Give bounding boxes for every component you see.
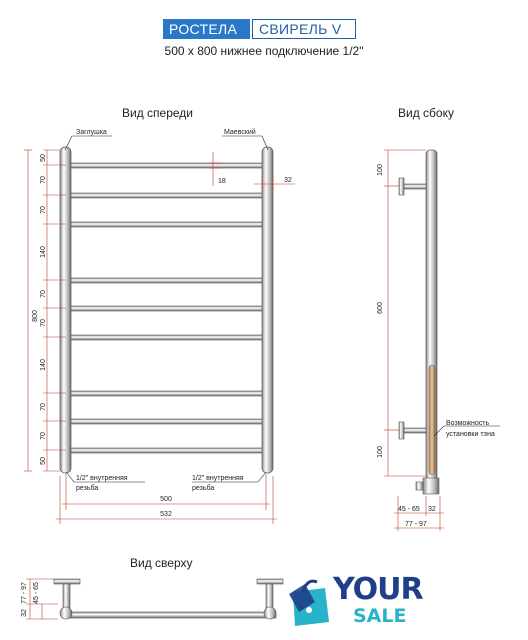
- dim-vertical: 70: [40, 432, 47, 440]
- top-bracket-right: [266, 584, 273, 608]
- model-name: СВИРЕЛЬ V: [252, 19, 356, 39]
- rung: [66, 163, 266, 168]
- label-plug: Заглушка: [76, 129, 107, 136]
- dim-pipe-diameter: 32: [284, 177, 292, 184]
- front-radiator: [60, 147, 273, 473]
- left-pipe: [60, 147, 71, 473]
- label-mayevsky-valve: Маевский: [224, 129, 256, 136]
- bottom-connector: [423, 478, 439, 494]
- label-heater-1: Возможность: [446, 420, 490, 427]
- dim-rung-diameter: 18: [218, 178, 226, 185]
- dim-side: 100: [377, 164, 384, 176]
- label-heater-2: установки тэна: [446, 431, 495, 438]
- dim-top-depth: 77 - 97: [21, 582, 28, 604]
- top-pipe-left: [60, 607, 72, 619]
- dim-depth: 45 - 65: [398, 506, 420, 513]
- dim-total-depth: 77 - 97: [405, 521, 427, 528]
- product-subtitle: 500 x 800 нижнее подключение 1/2": [164, 44, 364, 58]
- dim-vertical: 50: [40, 457, 47, 465]
- rung: [66, 193, 266, 198]
- top-rung: [62, 612, 276, 618]
- wall-bracket-top: [404, 184, 426, 189]
- dim-side: 100: [377, 446, 384, 458]
- dim-side: 600: [377, 302, 384, 314]
- rung: [66, 306, 266, 311]
- shopping-bag-icon: [285, 572, 337, 628]
- top-view-title: Вид сверху: [130, 556, 193, 570]
- top-wall-plate-left: [54, 579, 80, 584]
- top-radiator: [54, 579, 283, 619]
- label-thread-left-2: резьба: [76, 485, 99, 492]
- wall-plate-top: [399, 178, 404, 195]
- right-pipe: [262, 147, 273, 473]
- yoursale-logo: [285, 572, 445, 632]
- rung: [66, 391, 266, 396]
- side-radiator: [399, 150, 439, 494]
- dim-vertical: 70: [40, 319, 47, 327]
- front-view-title: Вид спереди: [122, 106, 194, 120]
- rung: [66, 335, 266, 340]
- label-thread-right-2: резьба: [192, 485, 215, 492]
- heater-element: [429, 365, 435, 475]
- top-pipe-right: [264, 607, 276, 619]
- label-thread-left-1: 1/2" внутренняя: [76, 475, 128, 482]
- dim-top-pipe: 32: [21, 609, 28, 617]
- dim-side-pipe: 32: [428, 506, 436, 513]
- rung: [66, 222, 266, 227]
- logo-text-sale: SALE: [353, 605, 407, 627]
- logo-text-your: YOUR: [333, 572, 423, 607]
- dim-vertical: 70: [40, 206, 47, 214]
- dim-vertical: 140: [40, 359, 47, 371]
- dim-vertical: 70: [40, 403, 47, 411]
- dim-vertical: 70: [40, 176, 47, 184]
- wall-bracket-bottom: [404, 428, 426, 433]
- rung: [66, 419, 266, 424]
- dim-total-height: 800: [32, 310, 39, 322]
- side-view-title: Вид сбоку: [398, 106, 454, 120]
- dim-vertical: 70: [40, 290, 47, 298]
- rung: [66, 448, 266, 453]
- dim-vertical: 50: [40, 154, 47, 162]
- label-thread-right-1: 1/2" внутренняя: [192, 475, 244, 482]
- dim-width-inner: 500: [160, 496, 172, 503]
- dim-top-bracket: 45 - 65: [33, 582, 40, 604]
- rung: [66, 278, 266, 283]
- brand-name: РОСТЕЛА: [163, 19, 250, 39]
- top-bracket-left: [63, 584, 70, 608]
- dim-vertical: 140: [40, 246, 47, 258]
- wall-plate-bottom: [399, 422, 404, 439]
- rungs: [66, 163, 266, 453]
- top-wall-plate-right: [257, 579, 283, 584]
- dim-width-outer: 532: [160, 511, 172, 518]
- connector-nut: [416, 482, 423, 490]
